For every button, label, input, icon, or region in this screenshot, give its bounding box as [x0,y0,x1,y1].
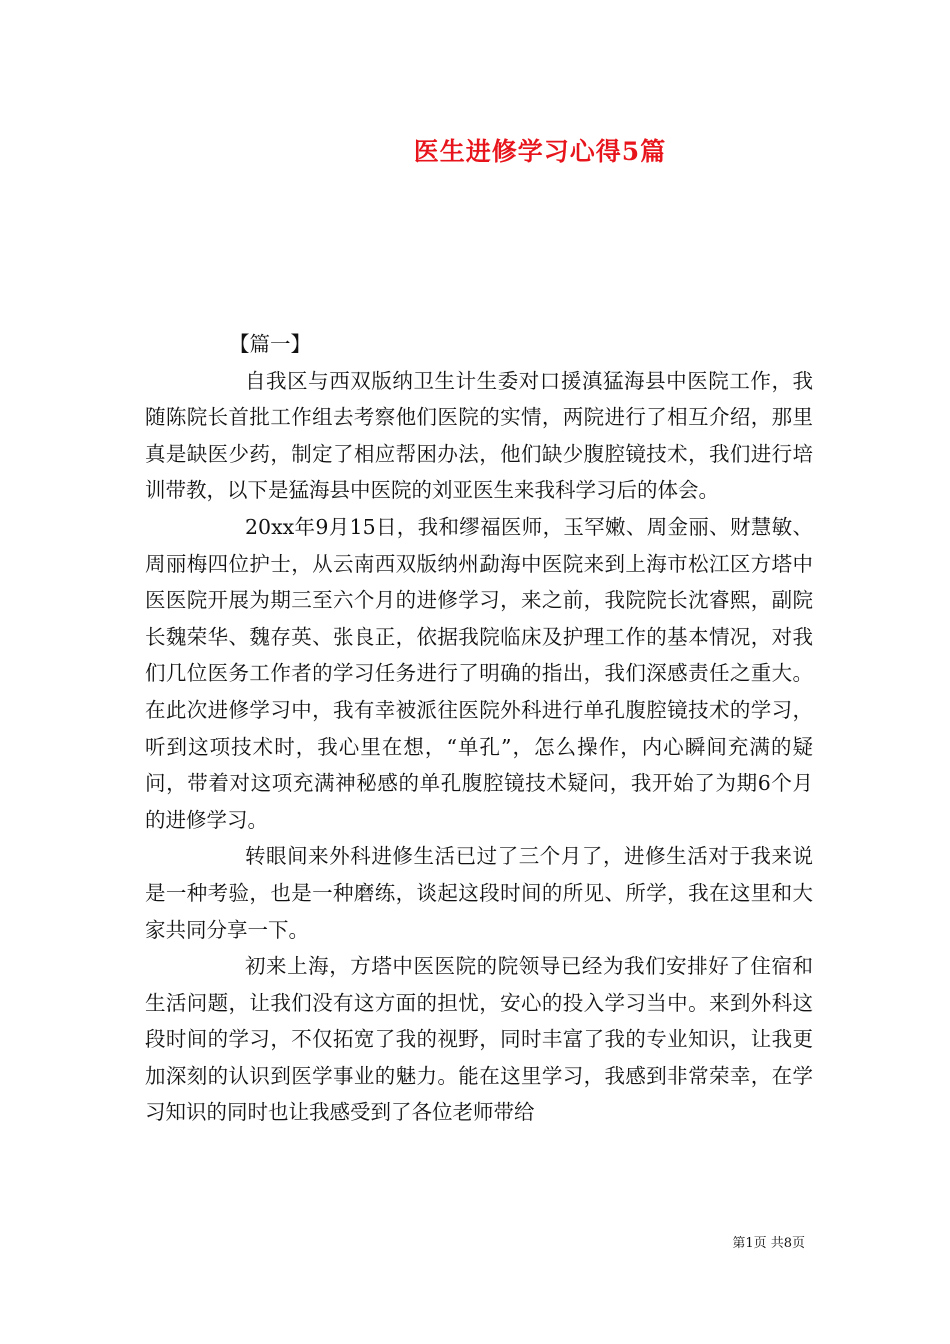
section-heading: 【篇一】 [229,332,311,356]
paragraph-4: 初来上海，方塔中医医院的院领导已经为我们安排好了住宿和生活问题，让我们没有这方面的担忧，安心的投入学习当中。来到外科这段时间的学习，不仅拓宽了我的视野，同时丰富了我的专业知识，让我更加深刻的认识到医学事业的魅力。能在这里学习，我感到非常荣幸，在学习知识的同时也让我感受到了各位老师带给 [145,954,813,1125]
paragraph-1: 自我区与西双版纳卫生计生委对口援滇猛海县中医院工作，我随陈院长首批工作组去考察他们医院的实情，两院进行了相互介绍，那里真是缺医少药，制定了相应帮困办法，他们缺少腹腔镜技术，我们进行培训带教，以下是猛海县中医院的刘亚医生来我科学习后的体会。 [145,368,813,503]
paragraph-3: 转眼间来外科进修生活已过了三个月了，进修生活对于我来说是一种考验，也是一种磨练，谈起这段时间的所见、所学，我在这里和大家共同分享一下。 [145,844,813,942]
document-body [145,326,813,1131]
page-number-footer: 第1页 共8页 [732,1236,805,1251]
document-title: 医生进修学习心得5篇 [413,137,667,166]
paragraph-2: 20xx年9月15日，我和缪福医师，玉罕嫩、周金丽、财慧敏、周丽梅四位护士，从云南西双版纳州勐海中医院来到上海市松江区方塔中医医院开展为期三至六个月的进修学习，来之前，我院院长沈睿熙，副院长魏荣华、魏存英、张良正，依据我院临床及护理工作的基本情况，对我们几位医务工作者的学习任务进行了明确的指出，我们深感责任之重大。在此次进修学习中，我有幸被派往医院外科进行单孔腹腔镜技术的学习，听到这项技术时，我心里在想，“单孔”，怎么操作，内心瞬间充满的疑问，带着对这项充满神秘感的单孔腹腔镜技术疑问，我开始了为期6个月的进修学习。 [145,514,813,832]
